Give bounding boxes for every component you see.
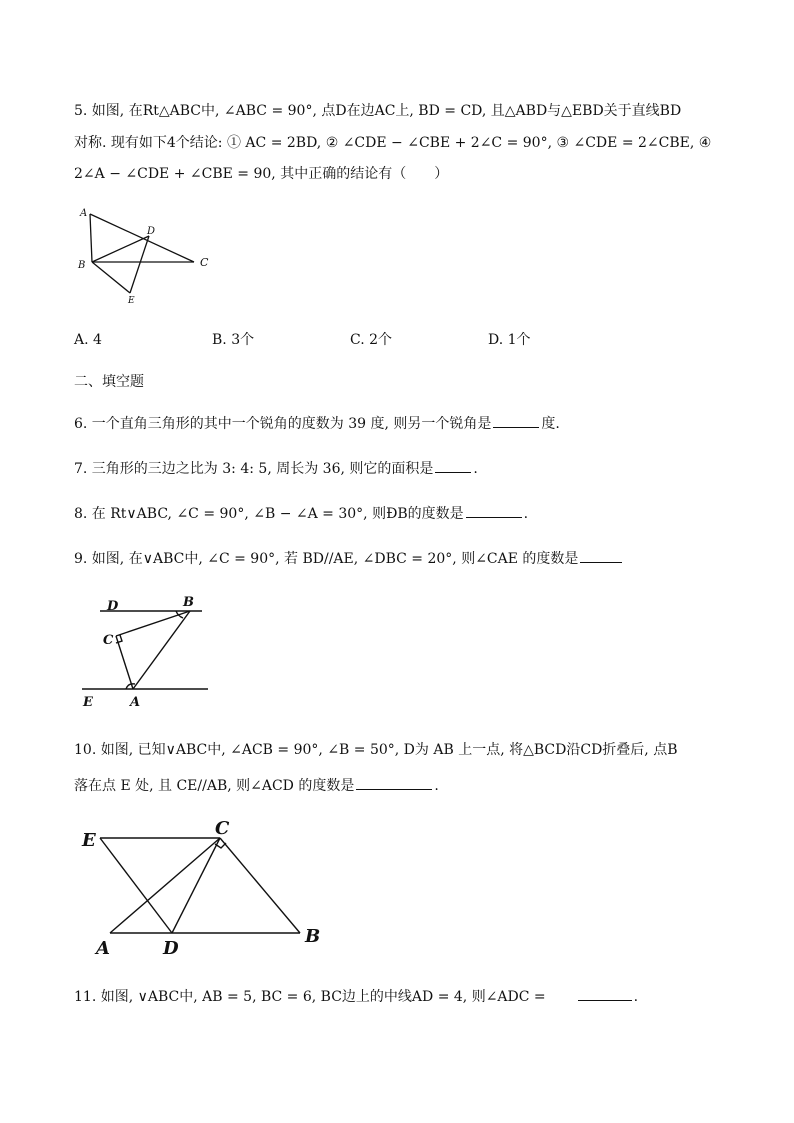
q10-text: 落在点 E 处, 且 CE//AB, 则∠ACD 的度数是 — [74, 778, 355, 794]
q9-label-A: A — [130, 695, 141, 710]
q6 — [74, 413, 560, 434]
q8 — [74, 503, 528, 524]
q9-label-B: B — [183, 595, 194, 610]
q5-label-E: E — [128, 296, 135, 306]
q5-option-b: B. 3个 — [212, 332, 255, 348]
q6-suffix: 度. — [541, 416, 560, 432]
q8-answer-blank[interactable] — [466, 503, 522, 518]
q8-text: 8. 在 Rt∨ABC, ∠C = 90°, ∠B − ∠A = 30°, 则ÐB的度数是 — [74, 506, 464, 522]
section-heading: 二、填空题 — [74, 374, 144, 390]
q10-label-D: D — [163, 938, 179, 959]
q7-text: 7. 三角形的三边之比为 3: 4: 5, 周长为 36, 则它的面积是 — [74, 461, 434, 477]
q10-label-B: B — [305, 926, 321, 947]
q5-label-B: B — [78, 260, 86, 271]
q10-figure — [74, 812, 334, 962]
q7-answer-blank[interactable] — [435, 458, 471, 473]
q10-label-E: E — [82, 830, 96, 851]
q8-suffix: . — [523, 506, 529, 522]
q5-label-A: A — [80, 208, 88, 219]
q11-suffix: . — [633, 989, 639, 1005]
q5-line3: 2∠A − ∠CDE + ∠CBE = 90, 其中正确的结论有（ ） — [74, 166, 449, 182]
q9 — [74, 548, 624, 569]
q9-label-E: E — [83, 695, 93, 710]
q11-answer-blank[interactable] — [578, 986, 632, 1001]
q9-text: 9. 如图, 在∨ABC中, ∠C = 90°, 若 BD//AE, ∠DBC = 20°, 则∠CAE 的度数是 — [74, 551, 579, 567]
q5-figure — [74, 204, 224, 304]
q5-option-c: C. 2个 — [350, 332, 393, 348]
q10-label-A: A — [96, 938, 110, 959]
q10-line1: 10. 如图, 已知∨ABC中, ∠ACB = 90°, ∠B = 50°, D为 AB 上一点, 将△BCD沿CD折叠后, 点B — [74, 742, 678, 758]
q11-text: 11. 如图, ∨ABC中, AB = 5, BC = 6, BC边上的中线AD = 4, 则∠ADC = — [74, 989, 546, 1005]
q5-line1: 5. 如图, 在Rt△ABC中, ∠ABC = 90°, 点D在边AC上, BD = CD, 且△ABD与△EBD关于直线BD — [74, 103, 682, 119]
q9-answer-blank[interactable] — [580, 548, 622, 563]
q10-answer-blank[interactable] — [356, 775, 432, 790]
q5-label-C: C — [200, 256, 209, 269]
q9-label-D: D — [107, 599, 119, 614]
q9-label-C: C — [103, 633, 114, 648]
q9-figure — [74, 592, 214, 712]
q5-label-D: D — [147, 226, 156, 237]
q6-text: 6. 一个直角三角形的其中一个锐角的度数为 39 度, 则另一个锐角是 — [74, 416, 492, 432]
q11 — [74, 986, 638, 1007]
q10-line2 — [74, 775, 439, 796]
q7-suffix: . — [473, 461, 478, 477]
q10-label-C: C — [215, 818, 230, 839]
q10-suffix: . — [434, 778, 439, 794]
q5-option-d: D. 1个 — [488, 332, 531, 348]
q5-line2: 对称. 现有如下4个结论: ① AC = 2BD, ② ∠CDE − ∠CBE + 2∠C = 90°, ③ ∠CDE = 2∠CBE, ④ — [74, 135, 712, 151]
q5-option-a: A. 4 — [74, 332, 102, 348]
q7 — [74, 458, 478, 479]
q6-answer-blank[interactable] — [493, 413, 539, 428]
